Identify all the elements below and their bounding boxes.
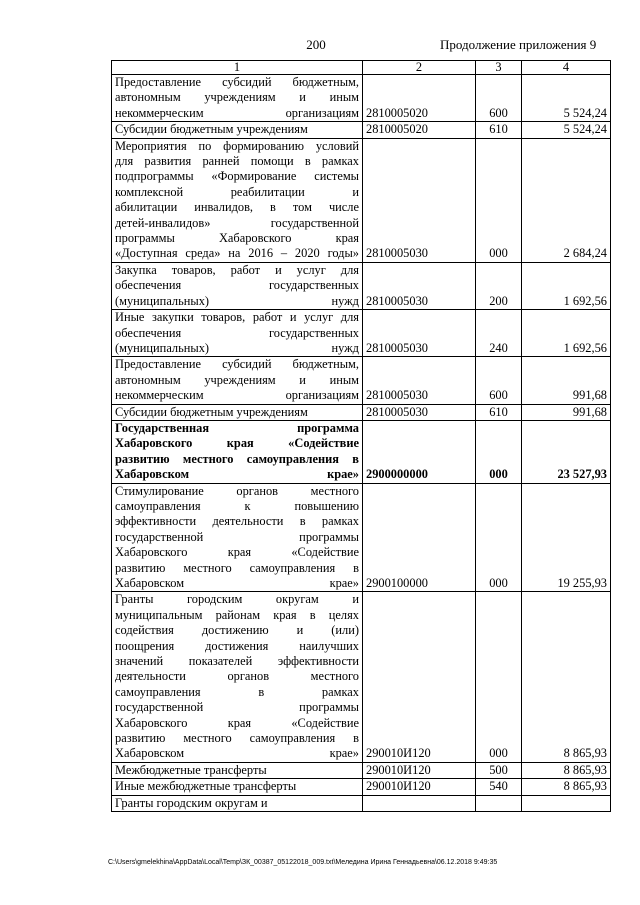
description-line: автономным учреждениям и иным xyxy=(115,90,359,105)
description-line: Хабаровском крае» xyxy=(115,576,359,590)
row-code: 2810005030 xyxy=(363,138,476,262)
column-header-3: 3 xyxy=(476,61,522,75)
row-expense-type: 540 xyxy=(476,779,522,795)
row-description xyxy=(112,483,363,592)
footer-file-path: C:\Users\gmelekhina\AppData\Local\Temp\ЗК_00387_05122018_009.txt\Меледина Ирина Геннадьевна\06.12.2018 9:49:35 xyxy=(108,859,498,866)
table-row xyxy=(112,483,611,592)
row-sum: 1 692,56 xyxy=(522,262,611,309)
row-description xyxy=(112,762,363,778)
row-description xyxy=(112,795,363,811)
row-description xyxy=(112,75,363,122)
description-line: содействия достижению и (или) xyxy=(115,623,359,638)
row-expense-type: 600 xyxy=(476,357,522,404)
description-line: Субсидии бюджетным учреждениям xyxy=(115,122,308,137)
table-row xyxy=(112,795,611,811)
row-sum: 5 524,24 xyxy=(522,122,611,138)
description-line: Хабаровского края «Содействие xyxy=(115,545,359,560)
description-line: государственной программы xyxy=(115,700,359,715)
table-row xyxy=(112,75,611,122)
description-line: развитию местного самоуправления в xyxy=(115,731,359,746)
description-line: деятельности органов местного xyxy=(115,669,359,684)
description-line: муниципальным районам края в целях xyxy=(115,607,359,622)
row-sum: 991,68 xyxy=(522,357,611,404)
budget-table-body xyxy=(112,61,611,812)
budget-table xyxy=(111,60,611,812)
description-line: детей-инвалидов» государственной xyxy=(115,215,359,230)
table-row xyxy=(112,262,611,309)
row-code: 2810005020 xyxy=(363,75,476,122)
table-row xyxy=(112,762,611,778)
row-expense-type: 600 xyxy=(476,75,522,122)
row-code: 2810005030 xyxy=(363,262,476,309)
row-description xyxy=(112,262,363,309)
row-expense-type: 610 xyxy=(476,122,522,138)
description-line: поощрения достижения наилучших xyxy=(115,638,359,653)
description-line: Мероприятия по формированию условий xyxy=(115,138,359,153)
description-line: (муниципальных) нужд xyxy=(115,293,359,308)
row-code: 2900000000 xyxy=(363,420,476,483)
description-line: некоммерческим организациям xyxy=(115,105,359,120)
column-header-1: 1 xyxy=(112,61,363,75)
table-row xyxy=(112,779,611,795)
continuation-title: Продолжение приложения 9 xyxy=(440,37,597,52)
table-row xyxy=(112,357,611,404)
description-line: Гранты городским округам и xyxy=(115,795,268,810)
row-code: 290010И120 xyxy=(363,779,476,795)
row-expense-type: 000 xyxy=(476,420,522,483)
row-sum: 19 255,93 xyxy=(522,483,611,592)
row-description xyxy=(112,122,363,138)
row-code: 2810005030 xyxy=(363,310,476,357)
row-description xyxy=(112,779,363,795)
row-sum: 5 524,24 xyxy=(522,75,611,122)
description-line: некоммерческим организациям xyxy=(115,388,359,403)
page-number: 200 xyxy=(306,37,326,52)
description-line: обеспечения государственных xyxy=(115,325,359,340)
row-code: 2900100000 xyxy=(363,483,476,592)
description-line: для развития ранней помощи в рамках xyxy=(115,154,359,169)
description-line: Государственная программа xyxy=(115,420,359,435)
description-line: Хабаровском крае» xyxy=(115,746,359,761)
description-line: «Доступная среда» на 2016 – 2020 годы» xyxy=(115,246,359,261)
description-line: Закупка товаров, работ и услуг для xyxy=(115,262,359,277)
row-sum: 8 865,93 xyxy=(522,779,611,795)
table-row xyxy=(112,138,611,262)
description-line: развитию местного самоуправления в xyxy=(115,451,359,466)
description-line: самоуправления в рамках xyxy=(115,684,359,699)
row-code: 2810005030 xyxy=(363,404,476,420)
row-description xyxy=(112,357,363,404)
description-line: государственной программы xyxy=(115,529,359,544)
row-description xyxy=(112,420,363,483)
description-line: обеспечения государственных xyxy=(115,278,359,293)
description-line: самоуправления к повышению xyxy=(115,498,359,513)
description-line: подпрограммы «Формирование системы xyxy=(115,169,359,184)
row-expense-type: 500 xyxy=(476,762,522,778)
row-expense-type: 000 xyxy=(476,483,522,592)
row-sum: 2 684,24 xyxy=(522,138,611,262)
row-code xyxy=(363,795,476,811)
description-line: Хабаровского края «Содействие xyxy=(115,715,359,730)
description-line: Хабаровском крае» xyxy=(115,467,359,482)
row-code: 290010И120 xyxy=(363,592,476,762)
description-line: комплексной реабилитации и xyxy=(115,184,359,199)
row-sum: 23 527,93 xyxy=(522,420,611,483)
row-expense-type: 000 xyxy=(476,592,522,762)
description-line: Стимулирование органов местного xyxy=(115,483,359,498)
table-row xyxy=(112,592,611,762)
table-row xyxy=(112,310,611,357)
row-sum: 991,68 xyxy=(522,404,611,420)
description-line: Предоставление субсидий бюджетным, xyxy=(115,357,359,372)
description-line: Предоставление субсидий бюджетным, xyxy=(115,75,359,89)
description-line: программы Хабаровского края xyxy=(115,231,359,246)
table-row xyxy=(112,122,611,138)
description-line: Гранты городским округам и xyxy=(115,592,359,607)
table-row xyxy=(112,420,611,483)
description-line: значений показателей эффективности xyxy=(115,654,359,669)
description-line: Межбюджетные трансферты xyxy=(115,762,267,777)
row-expense-type: 200 xyxy=(476,262,522,309)
description-line: Иные межбюджетные трансферты xyxy=(115,779,297,794)
column-header-2: 2 xyxy=(363,61,476,75)
description-line: Хабаровского края «Содействие xyxy=(115,436,359,451)
row-description xyxy=(112,404,363,420)
description-line: абилитации инвалидов, в том числе xyxy=(115,200,359,215)
description-line: Субсидии бюджетным учреждениям xyxy=(115,404,308,419)
row-sum: 8 865,93 xyxy=(522,592,611,762)
row-sum xyxy=(522,795,611,811)
table-row xyxy=(112,404,611,420)
row-sum: 8 865,93 xyxy=(522,762,611,778)
row-expense-type: 610 xyxy=(476,404,522,420)
row-code: 2810005020 xyxy=(363,122,476,138)
description-line: развитию местного самоуправления в xyxy=(115,560,359,575)
row-description xyxy=(112,310,363,357)
row-expense-type: 000 xyxy=(476,138,522,262)
description-line: эффективности деятельности в рамках xyxy=(115,514,359,529)
row-description xyxy=(112,592,363,762)
row-expense-type xyxy=(476,795,522,811)
description-line: (муниципальных) нужд xyxy=(115,340,359,355)
table-header-row xyxy=(112,61,611,75)
row-description xyxy=(112,138,363,262)
row-sum: 1 692,56 xyxy=(522,310,611,357)
description-line: Иные закупки товаров, работ и услуг для xyxy=(115,310,359,325)
description-line: автономным учреждениям и иным xyxy=(115,372,359,387)
row-expense-type: 240 xyxy=(476,310,522,357)
row-code: 290010И120 xyxy=(363,762,476,778)
row-code: 2810005030 xyxy=(363,357,476,404)
column-header-4: 4 xyxy=(522,61,611,75)
